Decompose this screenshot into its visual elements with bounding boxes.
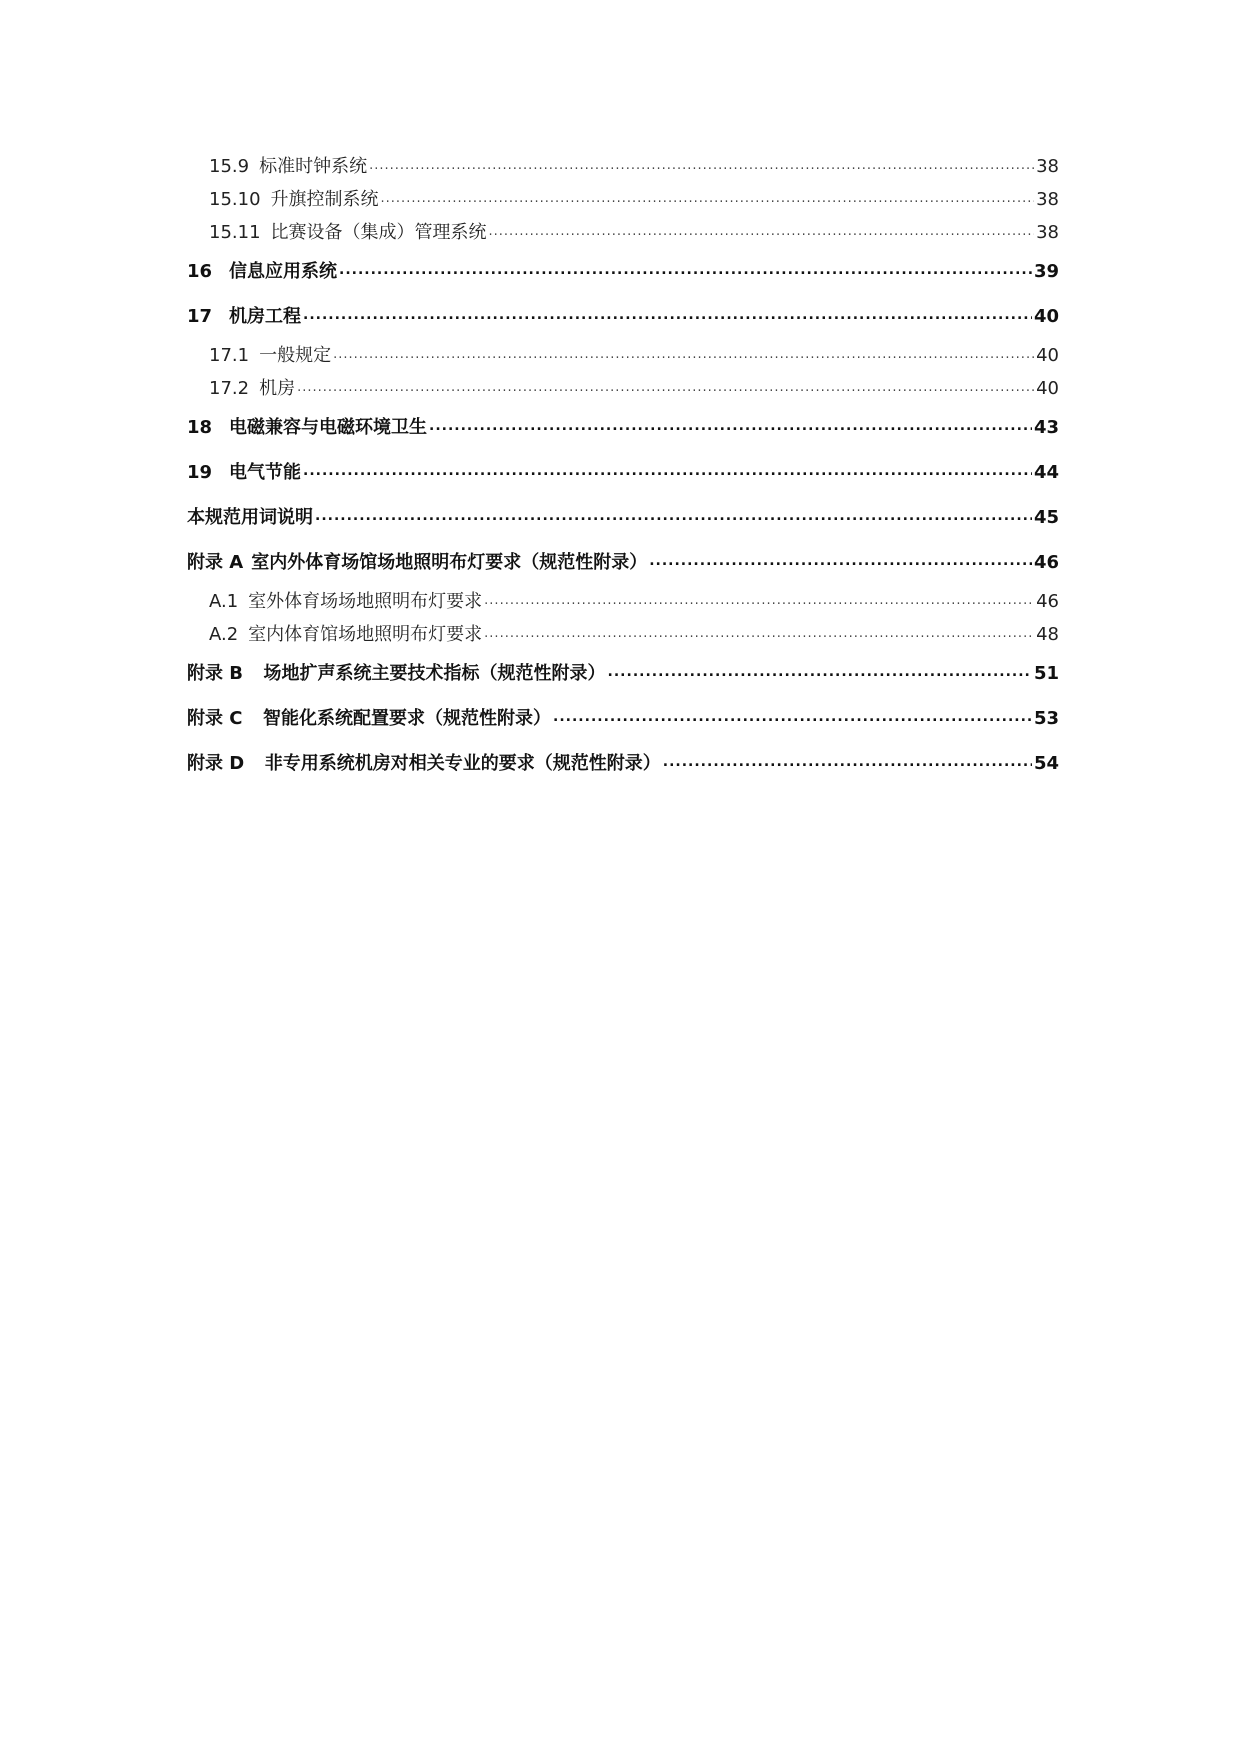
toc-entry-label [209, 339, 331, 372]
toc-entry-label [187, 249, 337, 294]
toc-entry-number: 15.9 [209, 156, 250, 177]
toc-entry-title: 一般规定 [259, 345, 332, 366]
toc-entry-label [209, 372, 295, 405]
toc-page-number: 38 [1036, 156, 1059, 177]
toc-leader-dots [608, 650, 1032, 695]
toc-entry-title: 室内外体育场馆场地照明布灯要求（规范性附录） [251, 552, 648, 573]
toc-entry-number: A.2 [209, 624, 239, 645]
toc-entry-17-1[interactable] [187, 339, 1059, 372]
toc-entry-title: 室外体育场场地照明布灯要求 [248, 591, 483, 612]
toc-entry-label [187, 651, 606, 696]
toc-entry-label [209, 150, 367, 183]
toc-page-number: 46 [1036, 591, 1059, 612]
toc-page-number: 51 [1033, 663, 1059, 684]
toc-leader-dots [315, 494, 1032, 539]
toc-entry-15-11[interactable] [187, 216, 1059, 249]
toc-entry-appendix-d[interactable] [187, 741, 1059, 786]
toc-entry-17-2[interactable] [187, 372, 1059, 405]
toc-entry-a-2[interactable] [187, 618, 1059, 651]
toc-entry-title: 电气节能 [229, 462, 301, 483]
toc-entry-label [187, 741, 661, 786]
toc-entry-title: 机房 [259, 378, 296, 399]
toc-leader-dots [333, 338, 1034, 371]
toc-entry-a-1[interactable] [187, 585, 1059, 618]
toc-entry-title: 智能化系统配置要求（规范性附录） [263, 708, 552, 729]
toc-entry-number: 16 [187, 261, 213, 282]
toc-entry-label [187, 450, 301, 495]
toc-page-number: 54 [1033, 753, 1059, 774]
toc-entry-label [187, 294, 301, 339]
toc-page-number: 38 [1036, 189, 1059, 210]
toc-entry-title: 标准时钟系统 [259, 156, 368, 177]
toc-entry-15-10[interactable] [187, 183, 1059, 216]
toc-leader-dots [429, 404, 1032, 449]
table-of-contents [187, 150, 1059, 786]
toc-entry-number: 18 [187, 417, 213, 438]
toc-page-number: 44 [1033, 462, 1059, 483]
toc-leader-dots [369, 149, 1034, 182]
toc-page-number: 45 [1033, 507, 1059, 528]
toc-entry-appendix-a[interactable] [187, 540, 1059, 585]
toc-entry-appendix-b[interactable] [187, 651, 1059, 696]
toc-leader-dots [663, 740, 1032, 785]
toc-entry-title: 非专用系统机房对相关专业的要求（规范性附录） [264, 753, 661, 774]
toc-entry-title: 比赛设备（集成）管理系统 [270, 222, 487, 243]
toc-entry-number: 19 [187, 462, 213, 483]
toc-page-number: 43 [1033, 417, 1059, 438]
toc-entry-number: 附录 B [187, 663, 243, 684]
toc-entry-16[interactable] [187, 249, 1059, 294]
toc-entry-number: 15.10 [209, 189, 261, 210]
toc-page-number: 46 [1033, 552, 1059, 573]
toc-page-number: 40 [1036, 345, 1059, 366]
toc-entry-number: 附录 C [187, 708, 243, 729]
toc-entry-number: A.1 [209, 591, 239, 612]
toc-entry-number: 17.1 [209, 345, 250, 366]
toc-entry-label [209, 585, 482, 618]
toc-page-number: 39 [1033, 261, 1059, 282]
toc-entry-18[interactable] [187, 405, 1059, 450]
toc-leader-dots [381, 182, 1035, 215]
toc-entry-title: 场地扩声系统主要技术指标（规范性附录） [263, 663, 606, 684]
toc-leader-dots [303, 293, 1032, 338]
toc-entry-title: 室内体育馆场地照明布灯要求 [248, 624, 483, 645]
toc-leader-dots [649, 539, 1032, 584]
toc-entry-label [187, 696, 551, 741]
toc-entry-number: 附录 D [187, 753, 245, 774]
toc-leader-dots [303, 449, 1032, 494]
toc-entry-19[interactable] [187, 450, 1059, 495]
toc-page-number: 48 [1036, 624, 1059, 645]
toc-leader-dots [553, 695, 1032, 740]
toc-entry-label [187, 495, 313, 540]
toc-leader-dots [489, 215, 1035, 248]
toc-entry-terms[interactable] [187, 495, 1059, 540]
toc-leader-dots [484, 584, 1034, 617]
toc-entry-number: 15.11 [209, 222, 261, 243]
toc-entry-label [209, 216, 487, 249]
toc-entry-17[interactable] [187, 294, 1059, 339]
toc-entry-15-9[interactable] [187, 150, 1059, 183]
toc-entry-title: 机房工程 [229, 306, 301, 327]
toc-entry-label [209, 618, 482, 651]
toc-entry-title: 信息应用系统 [229, 261, 337, 282]
toc-page-number: 40 [1036, 378, 1059, 399]
toc-leader-dots [339, 248, 1032, 293]
toc-entry-appendix-c[interactable] [187, 696, 1059, 741]
toc-page-number: 40 [1033, 306, 1059, 327]
toc-leader-dots [484, 617, 1034, 650]
toc-leader-dots [297, 371, 1034, 404]
toc-entry-title: 电磁兼容与电磁环境卫生 [229, 417, 427, 438]
toc-entry-number: 附录 A [187, 552, 244, 573]
toc-entry-label [209, 183, 379, 216]
toc-entry-number: 17 [187, 306, 213, 327]
toc-entry-title: 升旗控制系统 [270, 189, 379, 210]
toc-page-number: 53 [1033, 708, 1059, 729]
toc-entry-title: 本规范用词说明 [187, 507, 313, 528]
toc-entry-number: 17.2 [209, 378, 250, 399]
toc-entry-label [187, 540, 647, 585]
toc-entry-label [187, 405, 427, 450]
toc-page-number: 38 [1036, 222, 1059, 243]
